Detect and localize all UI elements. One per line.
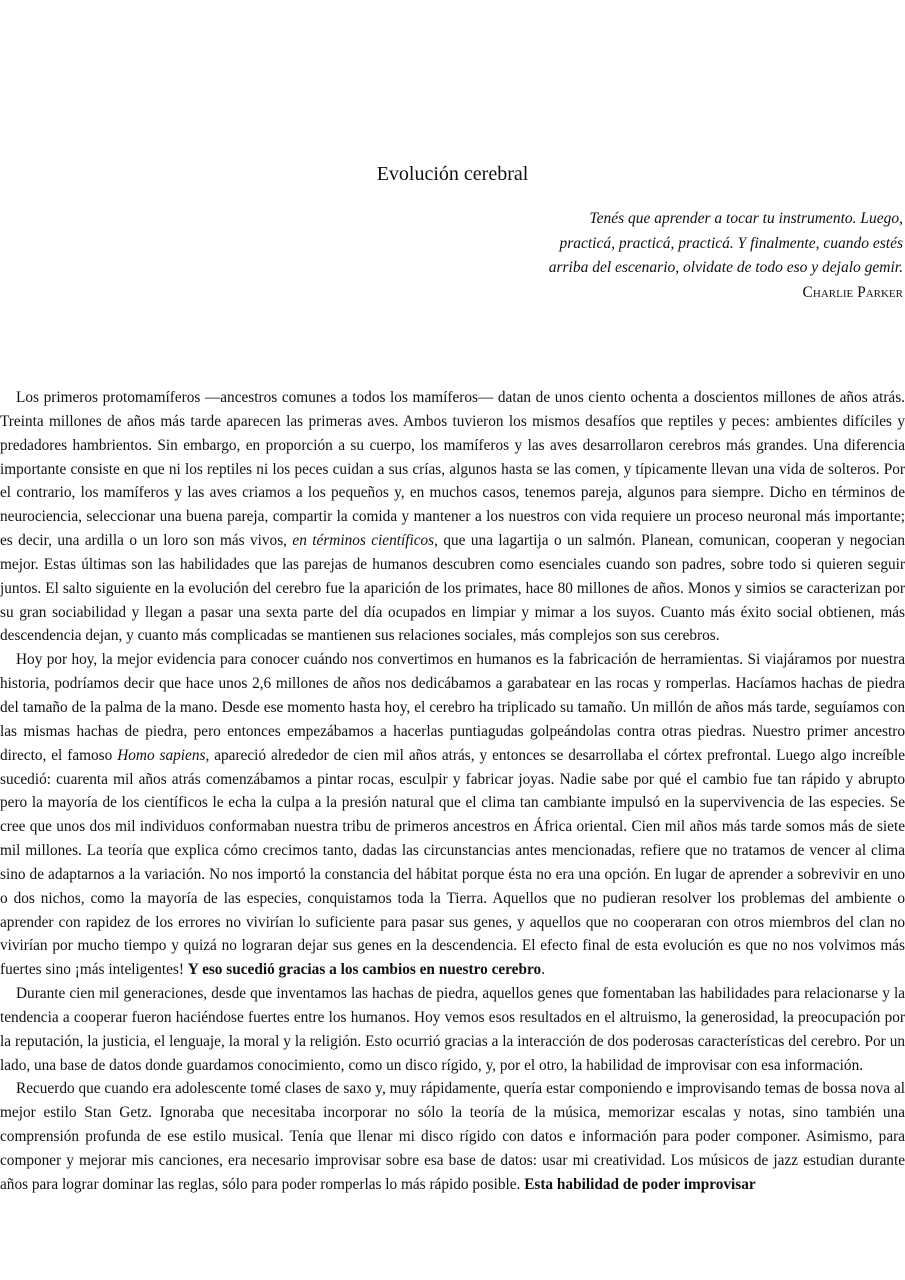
- text-run: Recuerdo que cuando era adolescente tomé clases de saxo y, muy rápidamente, quería estar componiendo e improvisando temas de bossa nova al mejor estilo Stan Getz. Ignoraba que necesitaba incorporar no sólo la teoría de la música, memorizar escalas y notas, sino también una comprensión profunda de ese estilo musical. Tenía que llenar mi disco rígido con datos e información para poder componer. Asimismo, para componer y mejorar mis canciones, era necesario improvisar sobre esa base de datos: usar mi creatividad. Los músicos de jazz estudian durante años para lograr dominar las reglas, sólo para poder romperlas lo más rápido posible.: [0, 1080, 905, 1193]
- paragraph: [0, 1077, 905, 1196]
- epigraph-line: practicá, practicá, practicá. Y finalmente, cuando estés: [559, 234, 903, 252]
- epigraph: [503, 207, 903, 305]
- text-run: .: [541, 961, 545, 979]
- text-run: , apareció alrededor de cien mil años atrás, y entonces se desarrollaba el córtex prefrontal. Luego algo increíble sucedió: cuarenta mil años atrás comenzábamos a pintar rocas, esculpir y fabricar joyas. Nadie sabe por qué el cambio fue tan rápido y abrupto pero la mayoría de los científicos le echa la culpa a la presión natural que el clima tan cambiante impulsó en la supervivencia de las especies. Se cree que unos dos mil individuos conformaban nuestra tribu de primeros ancestros en África oriental. Cien mil años más tarde somos más de siete mil millones. La teoría que explica cómo crecimos tanto, dadas las circunstancias antes mencionadas, refiere que no tratamos de vencer al clima sino de adaptarnos a la variación. No nos importó la constancia del hábitat porque ésta no era una opción. En lugar de aprender a sobrevivir en uno o dos nichos, como la mayoría de las especies, conquistamos toda la Tierra. Aquellos que no pudieran resolver los problemas del ambiente o aprender con rapidez de los errores no vivirían lo suficiente para pasar sus genes, y aquellos que no cooperaran con otros miembros del clan no vivirían por mucho tiempo y quizá no lograran dejar sus genes en la descendencia. El efecto final de esta evolución es que no nos volvimos más fuertes sino ¡más inteligentes!: [0, 746, 905, 979]
- text-run: Durante cien mil generaciones, desde que inventamos las hachas de piedra, aquellos genes que fomentaban las habilidades para relacionarse y la tendencia a cooperar fueron haciéndose fuertes entre los humanos. Hoy vemos esos resultados en el altruismo, la generosidad, la preocupación por la reputación, la justicia, el lenguaje, la moral y la religión. Esto ocurrió gracias a la interacción de dos poderosas características del cerebro. Por un lado, una base de datos donde guardamos conocimiento, como un disco rígido, y, por el otro, la habilidad de improvisar con esa información.: [0, 985, 905, 1074]
- text-run: Hoy por hoy, la mejor evidencia para conocer cuándo nos convertimos en humanos es la fabricación de herramientas. Si viajáramos por nuestra historia, podríamos decir que hace unos 2,6 millones de años nos dedicábamos a garabatear en las rocas y romperlas. Hacíamos hachas de piedra del tamaño de la palma de la mano. Desde ese momento hasta hoy, el cerebro ha triplicado su tamaño. Un millón de años más tarde, seguíamos con las mismas hachas de piedra, pero entonces empezábamos a hacerlas puntiagudas golpeándolas contra otras piedras. Nuestro primer ancestro directo, el famoso: [0, 651, 905, 764]
- chapter-title: Evolución cerebral: [376, 163, 529, 185]
- italic-run: en términos científicos: [292, 532, 435, 550]
- body-text: [0, 386, 905, 1197]
- text-run: , que una lagartija o un salmón. Planean, comunican, cooperan y negocian mejor. Estas últimas son las habilidades que las parejas de humanos descubren como esenciales cuando son padres, sobre todo si quieren seguir juntos. El salto siguiente en la evolución del cerebro fue la aparición de los primates, hace 80 millones de años. Monos y simios se caracterizan por su gran sociabilidad y llegan a pasar una sexta parte del día ocupados en limpiar y mimar a los suyos. Cuanto más éxito social obtienen, más descendencia dejan, y cuanto más complicadas se mantienen sus relaciones sociales, más complejos son sus cerebros.: [0, 532, 905, 645]
- paragraph: [0, 982, 905, 1077]
- epigraph-line: arriba del escenario, olvidate de todo eso y dejalo gemir.: [548, 259, 903, 276]
- epigraph-author: Charlie Parker: [802, 283, 903, 301]
- bold-run: Esta habilidad de poder improvisar: [524, 1175, 756, 1193]
- paragraph: [0, 386, 905, 648]
- paragraph: [0, 648, 905, 982]
- text-run: Los primeros protomamíferos —ancestros comunes a todos los mamíferos— datan de unos ciento ochenta a doscientos millones de años atrás. Treinta millones de años más tarde aparecen las primeras aves. Ambos tuvieron los mismos desafíos que reptiles y peces: ambientes difíciles y predadores hambrientos. Sin embargo, en proporción a su cuerpo, los mamíferos y las aves desarrollaron cerebros más grandes. Una diferencia importante consiste en que ni los reptiles ni los peces cuidan a sus crías, algunos hasta se las comen, y típicamente llevan una vida de solteros. Por el contrario, los mamíferos y las aves criamos a los pequeños y, en muchos casos, tenemos pareja, algunos para siempre. Dicho en términos de neurociencia, seleccionar una buena pareja, compartir la comida y mantener a los nuestros con vida requiere un proceso neuronal más importante; es decir, una ardilla o un loro son más vivos,: [0, 389, 905, 550]
- italic-run: Homo sapiens: [117, 746, 206, 764]
- epigraph-line: Tenés que aprender a tocar tu instrumento. Luego,: [589, 210, 903, 227]
- bold-run: Y eso sucedió gracias a los cambios en nuestro cerebro: [187, 961, 542, 979]
